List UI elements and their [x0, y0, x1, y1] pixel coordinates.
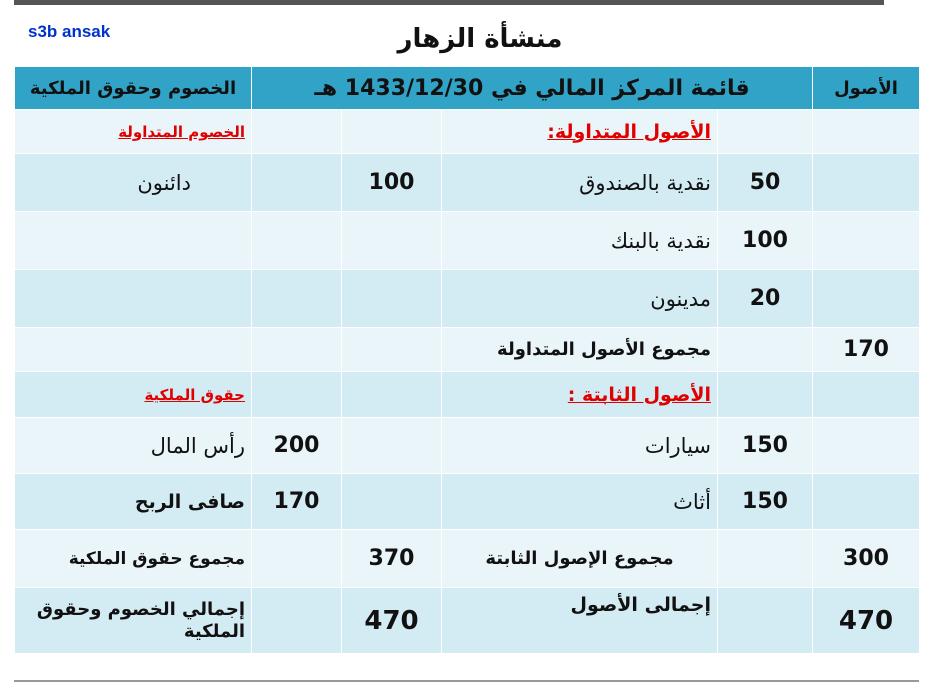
total-current-assets-label: مجموع الأصول المتداولة — [442, 328, 718, 372]
furniture-label: أثاث — [442, 474, 718, 530]
header-statement-title: قائمة المركز المالي في 1433/12/30 هـ — [252, 67, 813, 110]
table-header-row — [15, 67, 920, 110]
creditors-value: 100 — [342, 154, 442, 212]
equity-heading: حقوق الملكية — [15, 372, 252, 418]
fixed-assets-heading: الأصول الثابتة : — [442, 372, 718, 418]
current-liabilities-heading: الخصوم المتداولة — [15, 110, 252, 154]
cars-value: 150 — [718, 418, 813, 474]
total-assets-value: 470 — [813, 588, 920, 654]
table-row — [15, 474, 920, 530]
table-row — [15, 530, 920, 588]
total-equity-value: 370 — [342, 530, 442, 588]
table-row — [15, 154, 920, 212]
net-profit-value: 170 — [252, 474, 342, 530]
table-row — [15, 588, 920, 654]
capital-label: رأس المال — [15, 418, 252, 474]
table-row — [15, 418, 920, 474]
header-assets: الأصول — [813, 67, 920, 110]
total-current-assets-value: 170 — [813, 328, 920, 372]
table-row — [15, 212, 920, 270]
page-title: منشأة الزهار — [397, 24, 563, 54]
debtors-value: 20 — [718, 270, 813, 328]
debtors-label: مدينون — [442, 270, 718, 328]
total-equity-label: مجموع حقوق الملكية — [15, 530, 252, 588]
table-row — [15, 110, 920, 154]
furniture-value: 150 — [718, 474, 813, 530]
total-liab-equity-value: 470 — [342, 588, 442, 654]
table-row — [15, 328, 920, 372]
bottom-divider — [14, 680, 919, 682]
creditors-label: دائنون — [15, 154, 252, 212]
net-profit-label: صافى الربح — [15, 474, 252, 530]
top-border — [14, 0, 884, 5]
total-liab-equity-label: إجمالي الخصوم وحقوق الملكية — [15, 588, 252, 654]
total-fixed-assets-value: 300 — [813, 530, 920, 588]
total-fixed-assets-label: مجموع الإصول الثابتة — [442, 530, 718, 588]
capital-value: 200 — [252, 418, 342, 474]
total-assets-label: إجمالى الأصول — [442, 588, 718, 654]
cash-bank-value: 100 — [718, 212, 813, 270]
table-row — [15, 372, 920, 418]
header-liabilities-equity: الخصوم وحقوق الملكية — [15, 67, 252, 110]
balance-sheet-table — [14, 66, 920, 654]
table-row — [15, 270, 920, 328]
cars-label: سيارات — [442, 418, 718, 474]
watermark-text: s3b ansak — [28, 22, 111, 41]
cash-box-value: 50 — [718, 154, 813, 212]
current-assets-heading: الأصول المتداولة: — [442, 110, 718, 154]
cash-bank-label: نقدية بالبنك — [442, 212, 718, 270]
cash-box-label: نقدية بالصندوق — [442, 154, 718, 212]
